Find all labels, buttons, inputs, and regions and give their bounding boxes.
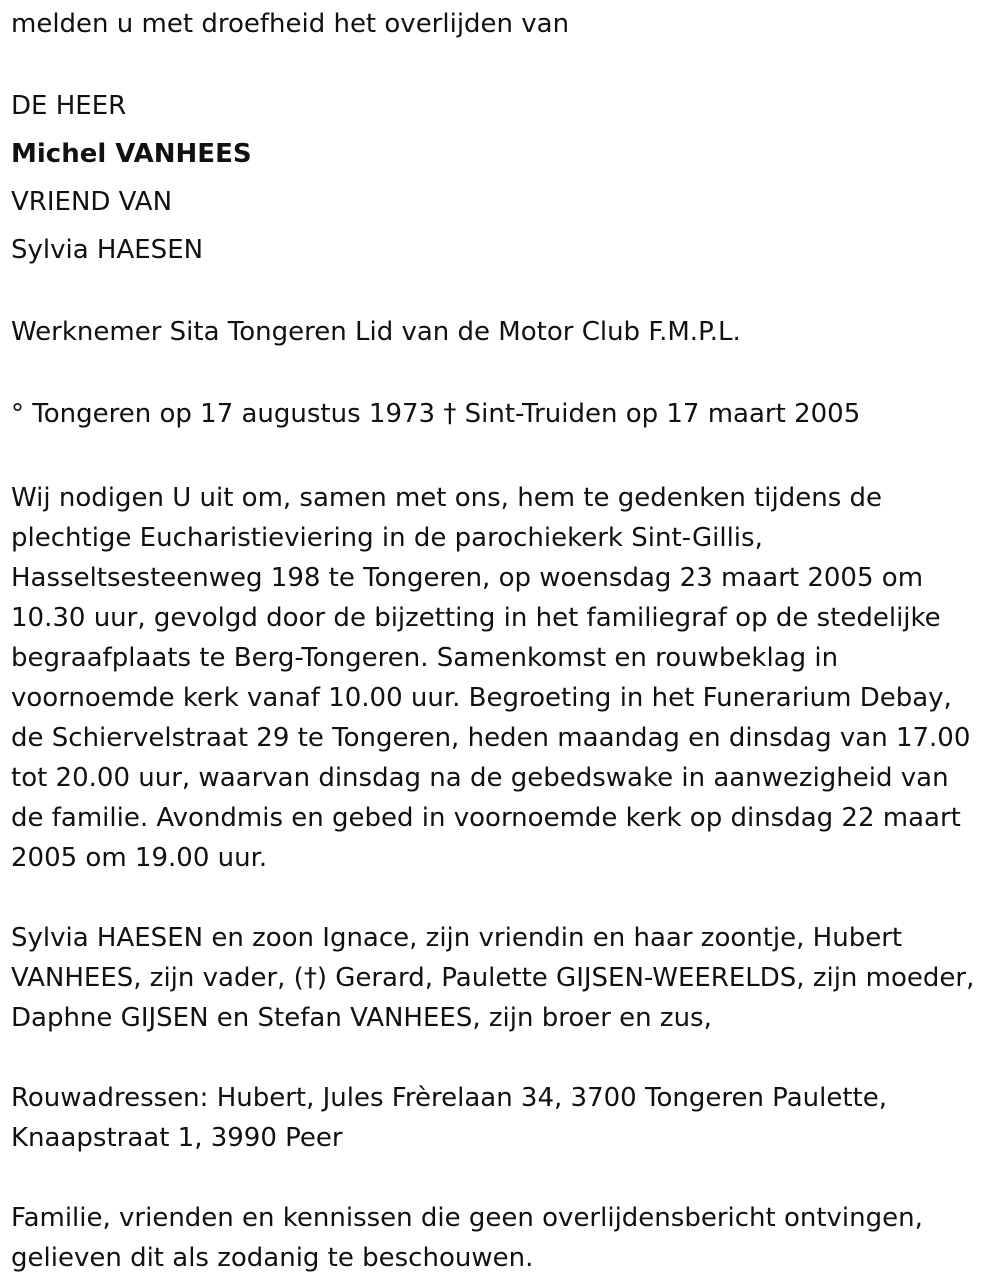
spacer <box>11 1158 986 1198</box>
spacer <box>11 438 986 478</box>
deceased-name: Michel VANHEES <box>11 139 252 169</box>
death-notice <box>11 0 986 1278</box>
spacer <box>11 274 986 308</box>
spacer <box>11 878 986 918</box>
addresses-paragraph: Rouwadressen: Hubert, Jules Frèrelaan 34, 3700 Tongeren Paulette, Knaapstraat 1, 3990 Peer <box>11 1083 887 1153</box>
occupation-line: Werknemer Sita Tongeren Lid van de Motor Club F.M.P.L. <box>11 317 741 347</box>
spacer <box>11 48 986 82</box>
relation-line: VRIEND VAN <box>11 187 173 217</box>
birth-death-line: ° Tongeren op 17 augustus 1973 † Sint-Truiden op 17 maart 2005 <box>11 399 861 429</box>
service-paragraph: Wij nodigen U uit om, samen met ons, hem te gedenken tijdens de plechtige Eucharistieviering in de parochiekerk Sint-Gillis, Hasseltsesteenweg 198 te Tongeren, op woensdag 23 maart 2005 om 10.30 uur, gevolgd door de bijzetting in het familiegraf op de stedelijke begraafplaats te Berg-Tongeren. Samenkomst en rouwbeklag in voornoemde kerk vanaf 10.00 uur. Begroeting in het Funerarium Debay, de Schiervelstraat 29 te Tongeren, heden maandag en dinsdag van 17.00 tot 20.00 uur, waarvan dinsdag na de gebedswake in aanwezigheid van de familie. Avondmis en gebed in voornoemde kerk op dinsdag 22 maart 2005 om 19.00 uur. <box>11 483 971 873</box>
partner-name: Sylvia HAESEN <box>11 235 204 265</box>
family-paragraph: Sylvia HAESEN en zoon Ignace, zijn vriendin en haar zoontje, Hubert VANHEES, zijn vader, (†) Gerard, Paulette GIJSEN-WEERELDS, zijn moeder, Daphne GIJSEN en Stefan VANHEES, zijn broer en zus, <box>11 923 975 1033</box>
closing-paragraph: Familie, vrienden en kennissen die geen overlijdensbericht ontvingen, gelieven dit als zodanig te beschouwen. <box>11 1203 923 1273</box>
spacer <box>11 1038 986 1078</box>
title-line: DE HEER <box>11 91 127 121</box>
intro-line: melden u met droefheid het overlijden van <box>11 9 570 39</box>
spacer <box>11 356 986 390</box>
